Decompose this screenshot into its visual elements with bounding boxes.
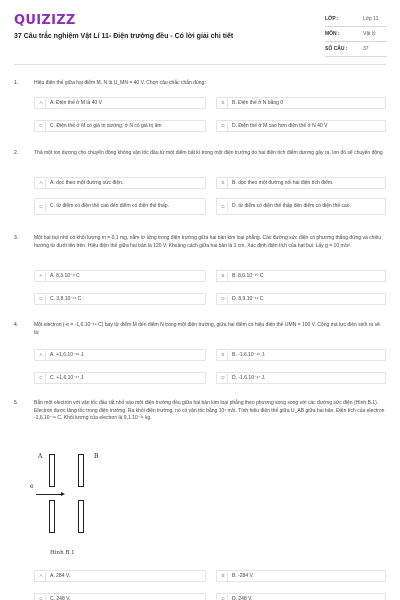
plate-a-label: A [38, 453, 43, 460]
option-b[interactable] [216, 270, 386, 282]
meta-row-count [325, 42, 387, 57]
option-b[interactable] [216, 570, 386, 582]
option-d[interactable] [216, 120, 386, 132]
question-number: 5. [14, 400, 19, 406]
quizizz-logo: QUIZIZZ [14, 13, 76, 28]
meta-value: Vật lý [363, 31, 376, 37]
option-letter: D [219, 295, 228, 304]
meta-value: 37 [363, 46, 369, 52]
option-c[interactable] [34, 593, 206, 600]
meta-label: LỚP : [325, 16, 339, 22]
question-text: Bắn một electron với vận tốc đầu rất nhỏ vào một điện trường đều giữa hai bản kim loại phẳng theo phương song song với các đường sức điện (Hình B.1). Electron được tăng tốc trong điện trường. Ra khỏi điện trường, nó có vận tốc bằng 10⁷ m/s. Tính hiệu điện thế giữa U_AB giữa hai bản. Điện tích của electron -1,6.10⁻¹⁹ C. Khối lượng của electron là 9,1.10⁻³¹ kg. [34, 400, 385, 421]
option-text: B. 8,0.10⁻¹⁰ C [232, 272, 264, 279]
option-c[interactable] [34, 293, 206, 305]
option-letter: A [37, 99, 46, 108]
option-d[interactable] [216, 372, 386, 384]
question-4 [14, 322, 386, 390]
plate-a-bottom [49, 500, 55, 533]
option-letter: C [37, 122, 46, 131]
meta-value: Lớp 11 [363, 16, 379, 22]
option-letter: C [37, 595, 46, 600]
option-c[interactable] [34, 120, 206, 132]
option-a[interactable] [34, 97, 206, 109]
option-text: B. -1,6.10⁻¹⁹ J. [232, 351, 266, 358]
option-letter: B [219, 272, 228, 281]
electron-path-line [36, 494, 62, 495]
option-c[interactable] [34, 372, 206, 384]
option-text: B. dọc theo một đường nối hai điện tích điểm. [232, 179, 334, 186]
meta-table [325, 12, 387, 57]
option-letter: C [37, 374, 46, 383]
question-text: Một hạt bụi nhỏ có khối lượng m = 0,1 mg, nằm lơ lửng trong điện trường giữa hai bản kim loại phẳng. Các đường sức điện có phương thẳng đứng và chiều hướng từ dưới lên trên. Hiệu điện thế giữa hai bản là 120 V. Khoảng cách giữa hai bản là 1 cm. Xác định điện tích của hạt bụi. Lấy g = 10 m/s². [34, 235, 382, 249]
option-b[interactable] [216, 97, 386, 109]
electron-label: e [30, 483, 34, 490]
option-letter: C [37, 295, 46, 304]
meta-label: MÔN : [325, 31, 340, 37]
option-text: D. Điện thế ở M cao hơn điện thế ở N 40 V [232, 122, 328, 129]
option-text: B. -284 V. [232, 572, 254, 579]
option-letter: A [37, 351, 46, 360]
option-text: D. 248 V. [232, 595, 253, 600]
option-letter: D [219, 202, 228, 211]
question-3 [14, 235, 386, 315]
option-letter: A [37, 572, 46, 581]
meta-row-subject [325, 27, 387, 42]
figure-caption: Hình B.1 [50, 550, 75, 556]
meta-row-class [325, 12, 387, 27]
electron-arrow-icon [61, 492, 65, 496]
option-letter: A [37, 272, 46, 281]
option-letter: B [219, 572, 228, 581]
question-5-options [14, 570, 386, 600]
option-text: C. Điện thế ở M có giá trị dương, ở N có giá trị âm [50, 122, 162, 129]
option-d[interactable] [216, 593, 386, 600]
option-d[interactable] [216, 198, 386, 215]
question-number: 3. [14, 235, 19, 241]
option-letter: A [37, 179, 46, 188]
plate-a-top [49, 454, 55, 487]
option-letter: C [37, 202, 46, 211]
option-text: A. dọc theo một đường sức điện. [50, 179, 124, 186]
meta-label: SỐ CÂU : [325, 46, 348, 52]
header-divider [14, 64, 386, 65]
option-letter: D [219, 122, 228, 131]
option-b[interactable] [216, 177, 386, 189]
question-number: 4. [14, 322, 19, 328]
question-number: 2. [14, 150, 19, 156]
plate-b-top [78, 454, 84, 487]
question-number: 1. [14, 80, 19, 86]
option-b[interactable] [216, 349, 386, 361]
plate-b-bottom [78, 500, 84, 533]
option-text: B. Điện thế ở N bằng 0 [232, 99, 284, 106]
question-text: Hiệu điện thế giữa hai điểm M, N là U_MN = 40 V. Chọn câu chắc chắn đúng: [34, 80, 206, 86]
option-text: C. +1,6.10⁻¹⁷ J. [50, 374, 85, 381]
question-5 [14, 400, 386, 440]
option-text: C. từ điểm có điện thế cao đến điểm có điện thế thấp. [50, 203, 169, 210]
question-1 [14, 80, 386, 140]
option-a[interactable] [34, 177, 206, 189]
option-text: A. 284 V. [50, 572, 71, 579]
option-letter: B [219, 179, 228, 188]
option-text: A. 8,3.10⁻⁸ C [50, 272, 80, 279]
plate-b-label: B [94, 453, 99, 460]
option-text: C. 3,8.10⁻¹¹ C [50, 295, 82, 302]
question-text: Thả một ion dương cho chuyển động không vận tốc đầu từ một điểm bất kì trong một điện trường do hai điện tích điểm dương gây ra. Ion đó sẽ chuyển động [34, 150, 383, 156]
option-letter: D [219, 595, 228, 600]
option-letter: B [219, 351, 228, 360]
option-text: A. Điện thế ở M là 40 V [50, 99, 102, 106]
option-a[interactable] [34, 349, 206, 361]
option-a[interactable] [34, 570, 206, 582]
option-d[interactable] [216, 293, 386, 305]
figure-b1 [30, 450, 110, 560]
document-title: 37 Câu trắc nghiệm Vật Lí 11- Điện trường đều - Có lời giải chi tiết [14, 33, 234, 40]
option-text: D. từ điểm có điện thế thấp đến điểm có điện thế cao. [232, 203, 351, 210]
question-2 [14, 150, 386, 225]
option-text: D. -1,6.10⁻¹⁷ J. [232, 374, 266, 381]
option-text: C. 248 V. [50, 595, 71, 600]
option-c[interactable] [34, 198, 206, 215]
option-text: A. +1,6.10⁻¹⁹ J. [50, 351, 85, 358]
option-letter: B [219, 99, 228, 108]
option-text: D. 8,9.10⁻¹¹ C [232, 295, 264, 302]
option-letter: D [219, 374, 228, 383]
question-text: Một electron (-e = -1,6.10⁻¹⁹ C) bay từ điểm M đến điểm N trong một điện trường, giữa hai điểm có hiệu điện thế UMN = 100 V. Công mà lực điện sinh ra sẽ là: [34, 322, 380, 336]
option-a[interactable] [34, 270, 206, 282]
